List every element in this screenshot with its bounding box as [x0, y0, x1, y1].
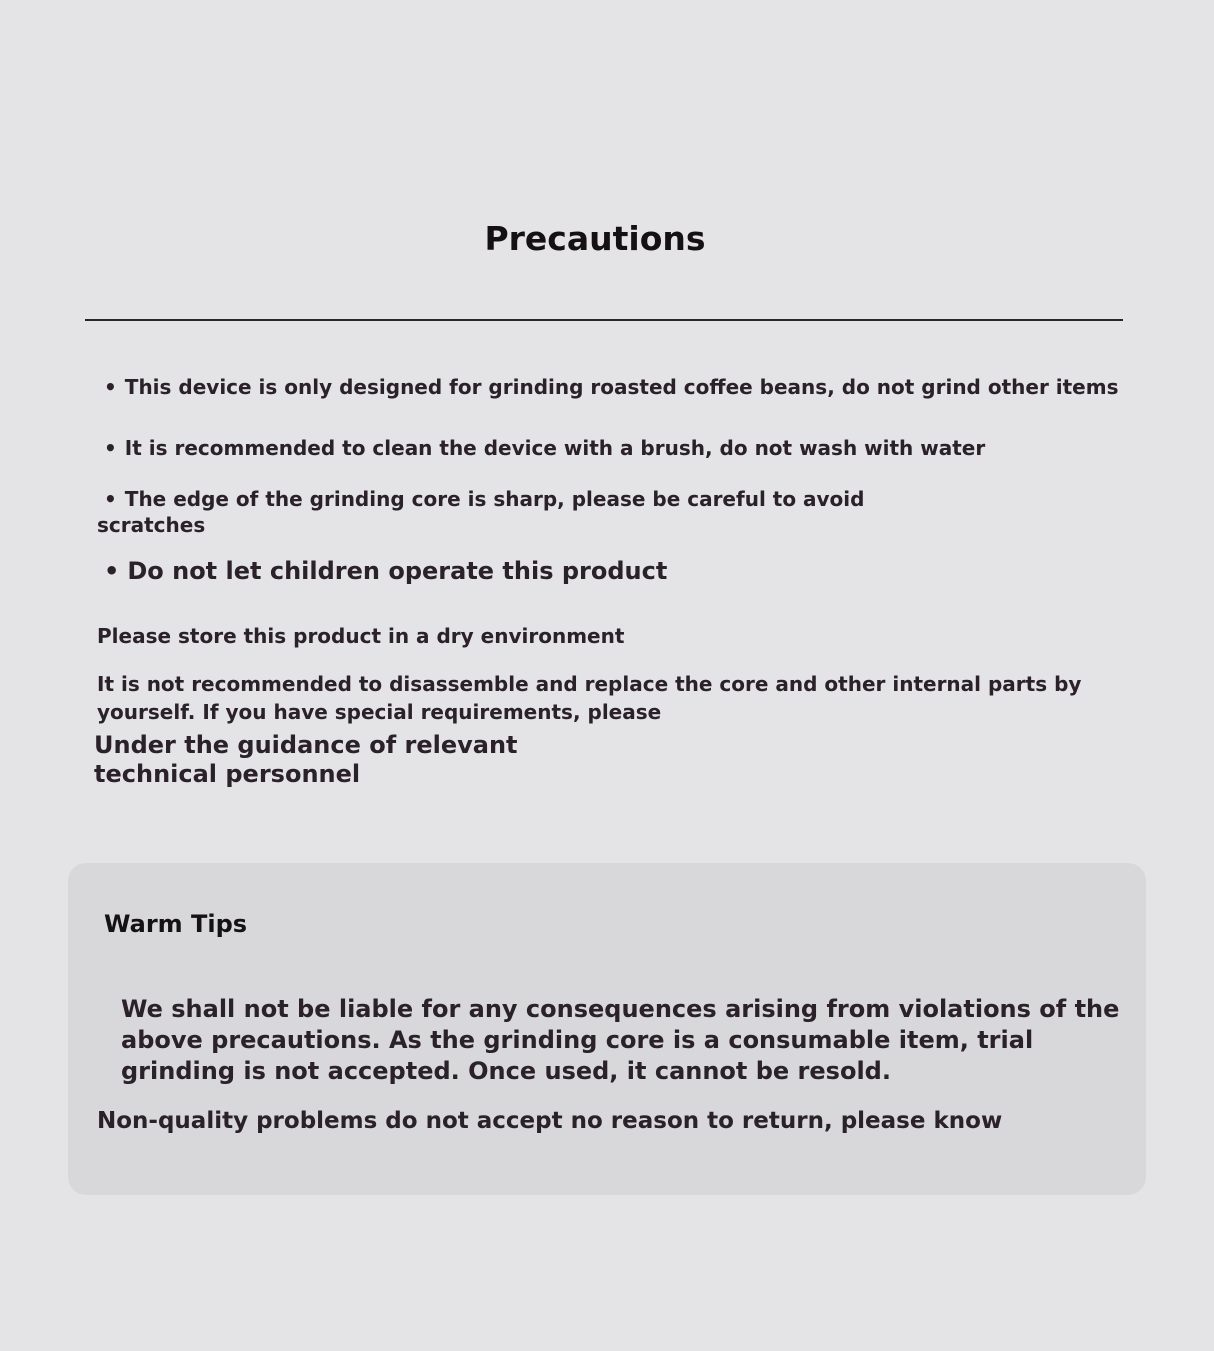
warm-tips-paragraph-line3: grinding is not accepted. Once used, it cannot be resold. [121, 1057, 891, 1085]
bullet-item-sharp-edge [104, 487, 864, 511]
bullet-item-text: This device is only designed for grinding roasted coffee beans, do not grind other items [124, 375, 1119, 399]
bullet-item-sharp-edge-continuation: scratches [97, 513, 206, 537]
note-disassemble-line1: It is not recommended to disassemble and replace the core and other internal parts by [97, 672, 1082, 696]
bullet-item-text: It is recommended to clean the device with a brush, do not wash with water [124, 436, 986, 460]
title-divider [85, 319, 1123, 321]
bullet-dot-icon: • [104, 487, 117, 511]
warm-tips-paragraph-line2: above precautions. As the grinding core is a consumable item, trial [121, 1026, 1034, 1054]
note-guidance-line1: Under the guidance of relevant [94, 731, 518, 759]
note-store-dry: Please store this product in a dry environment [97, 624, 625, 648]
note-disassemble-line2: yourself. If you have special requirements, please [97, 700, 662, 724]
bullet-item-clean-brush [104, 436, 985, 460]
bullet-item-text: Do not let children operate this product [127, 557, 668, 585]
bullet-dot-icon: • [104, 375, 117, 399]
note-guidance-line2: technical personnel [94, 760, 361, 788]
warm-tips-return-policy: Non-quality problems do not accept no reason to return, please know [97, 1108, 1003, 1134]
bullet-item-beans-only [104, 375, 1119, 399]
bullet-item-text: The edge of the grinding core is sharp, please be careful to avoid [124, 487, 865, 511]
bullet-dot-icon: • [104, 557, 120, 585]
warm-tips-title: Warm Tips [104, 910, 248, 938]
bullet-item-children [104, 557, 667, 585]
warm-tips-paragraph-line1: We shall not be liable for any consequences arising from violations of the [121, 995, 1120, 1023]
bullet-dot-icon: • [104, 436, 117, 460]
page-title: Precautions [484, 219, 706, 258]
